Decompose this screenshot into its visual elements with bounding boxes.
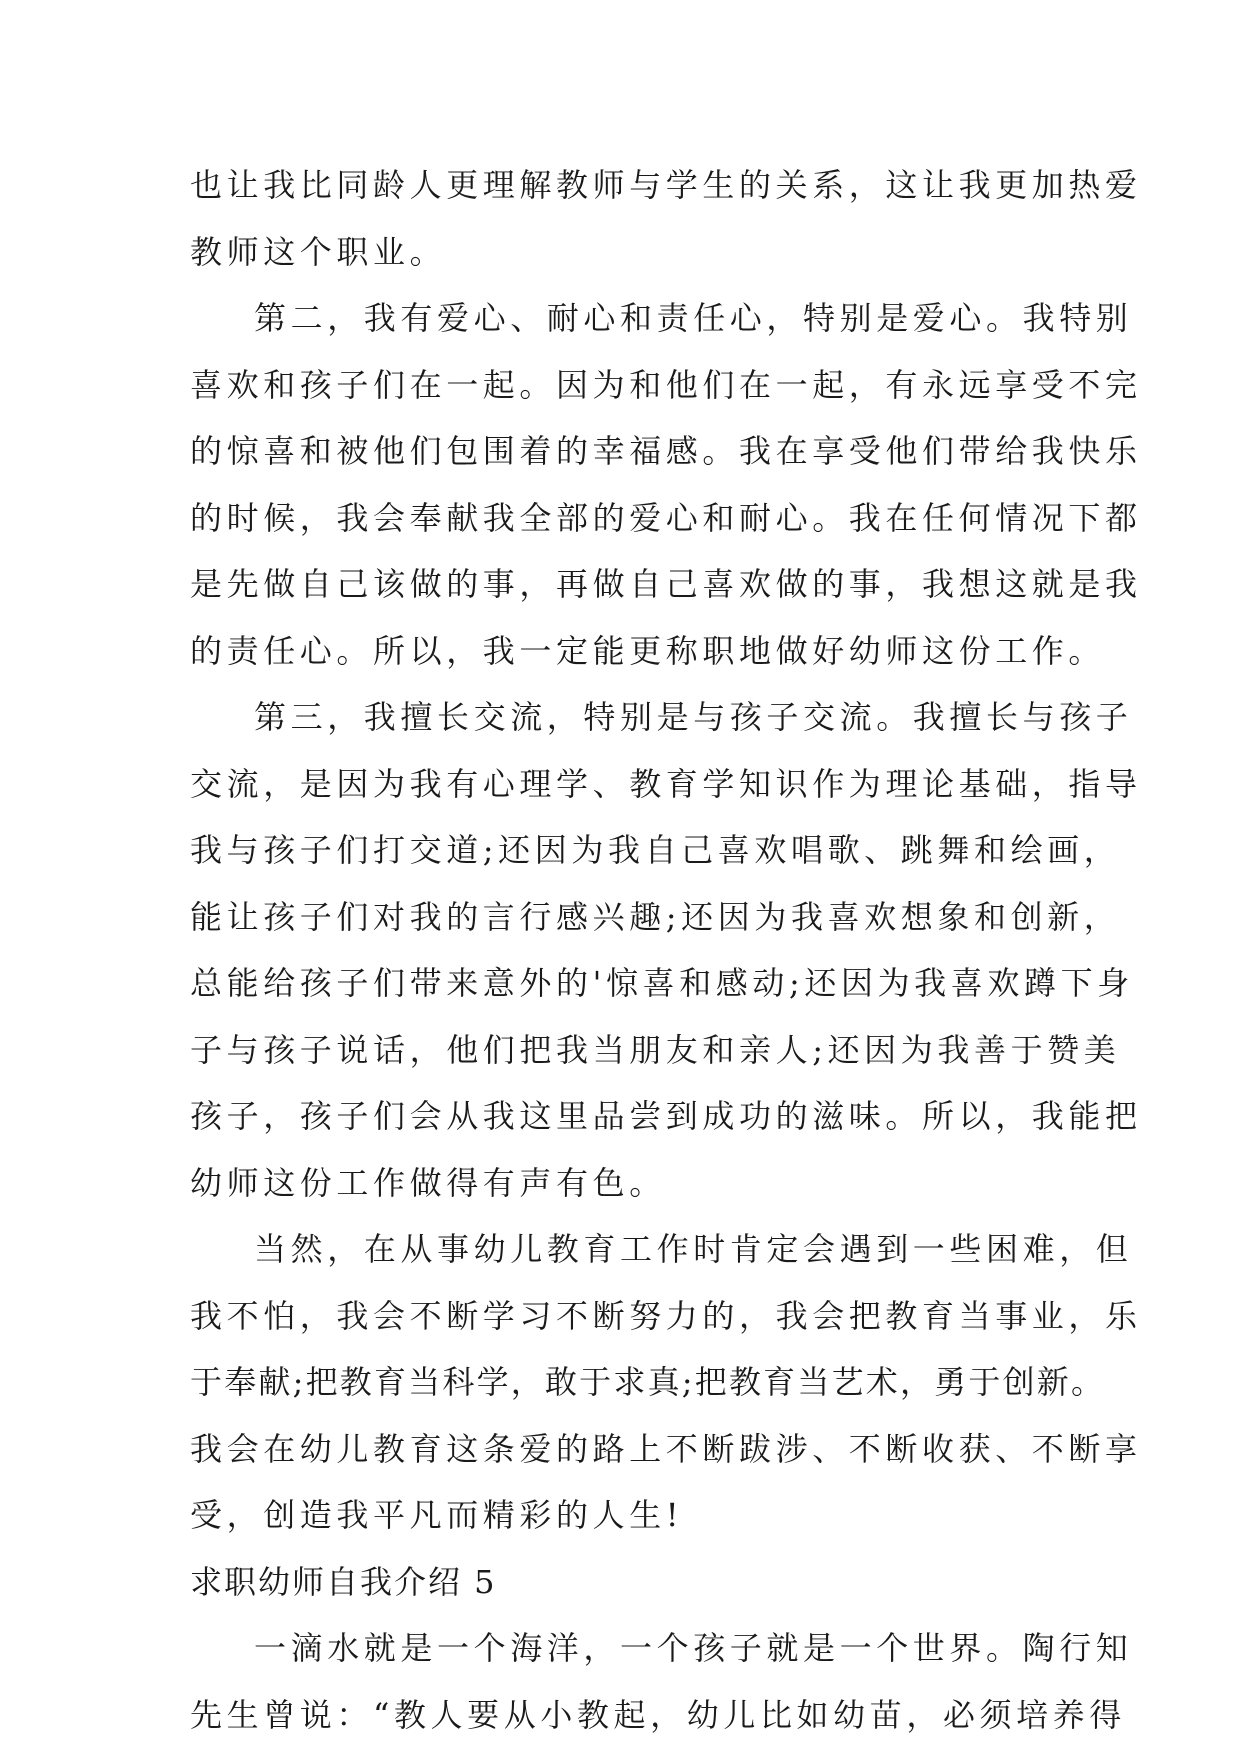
text-line: 先生曾说：“教人要从小教起，幼儿比如幼苗，必须培养得 bbox=[190, 1695, 1126, 1734]
text-line: 受，创造我平凡而精彩的人生! bbox=[190, 1496, 684, 1534]
text-line: 也让我比同龄人更理解教师与学生的关系，这让我更加热爱 bbox=[190, 166, 1142, 204]
text-line: 幼师这份工作做得有声有色。 bbox=[190, 1163, 666, 1202]
text-line: 的惊喜和被他们包围着的幸福感。我在享受他们带给我快乐 bbox=[190, 432, 1142, 470]
text-line: 喜欢和孩子们在一起。因为和他们在一起，有永远享受不完 bbox=[190, 365, 1142, 404]
section-heading: 求职幼师自我介绍 5 bbox=[190, 1562, 497, 1601]
text-line: 总能给孩子们带来意外的'惊喜和感动;还因为我喜欢蹲下身 bbox=[190, 964, 1134, 1002]
paragraph-start-line: 第二，我有爱心、耐心和责任心，特别是爱心。我特别 bbox=[254, 299, 1133, 337]
text-line: 子与孩子说话，他们把我当朋友和亲人;还因为我善于赞美 bbox=[190, 1030, 1121, 1069]
text-line: 的时候，我会奉献我全部的爱心和耐心。我在任何情况下都 bbox=[190, 498, 1142, 537]
text-line: 教师这个职业。 bbox=[190, 232, 447, 271]
text-line: 孩子，孩子们会从我这里品尝到成功的滋味。所以，我能把 bbox=[190, 1097, 1142, 1135]
document-page bbox=[190, 152, 1142, 1748]
text-line: 于奉献;把教育当科学，敢于求真;把教育当艺术，勇于创新。 bbox=[190, 1363, 1106, 1401]
text-line: 能让孩子们对我的言行感兴趣;还因为我喜欢想象和创新， bbox=[190, 897, 1121, 936]
paragraph-start-line: 一滴水就是一个海洋，一个孩子就是一个世界。陶行知 bbox=[254, 1629, 1133, 1667]
paragraph-start-line: 当然，在从事幼儿教育工作时肯定会遇到一些困难，但 bbox=[254, 1230, 1133, 1268]
text-line: 是先做自己该做的事，再做自己喜欢做的事，我想这就是我 bbox=[190, 565, 1142, 603]
text-line: 我不怕，我会不断学习不断努力的，我会把教育当事业，乐 bbox=[190, 1296, 1142, 1335]
text-line: 的责任心。所以，我一定能更称职地做好幼师这份工作。 bbox=[190, 631, 1106, 670]
text-line: 我与孩子们打交道;还因为我自己喜欢唱歌、跳舞和绘画， bbox=[190, 831, 1121, 869]
paragraph-start-line: 第三，我擅长交流，特别是与孩子交流。我擅长与孩子 bbox=[254, 698, 1133, 736]
text-line: 我会在幼儿教育这条爱的路上不断跋涉、不断收获、不断享 bbox=[190, 1429, 1142, 1468]
text-line: 交流，是因为我有心理学、教育学知识作为理论基础，指导 bbox=[190, 764, 1142, 803]
